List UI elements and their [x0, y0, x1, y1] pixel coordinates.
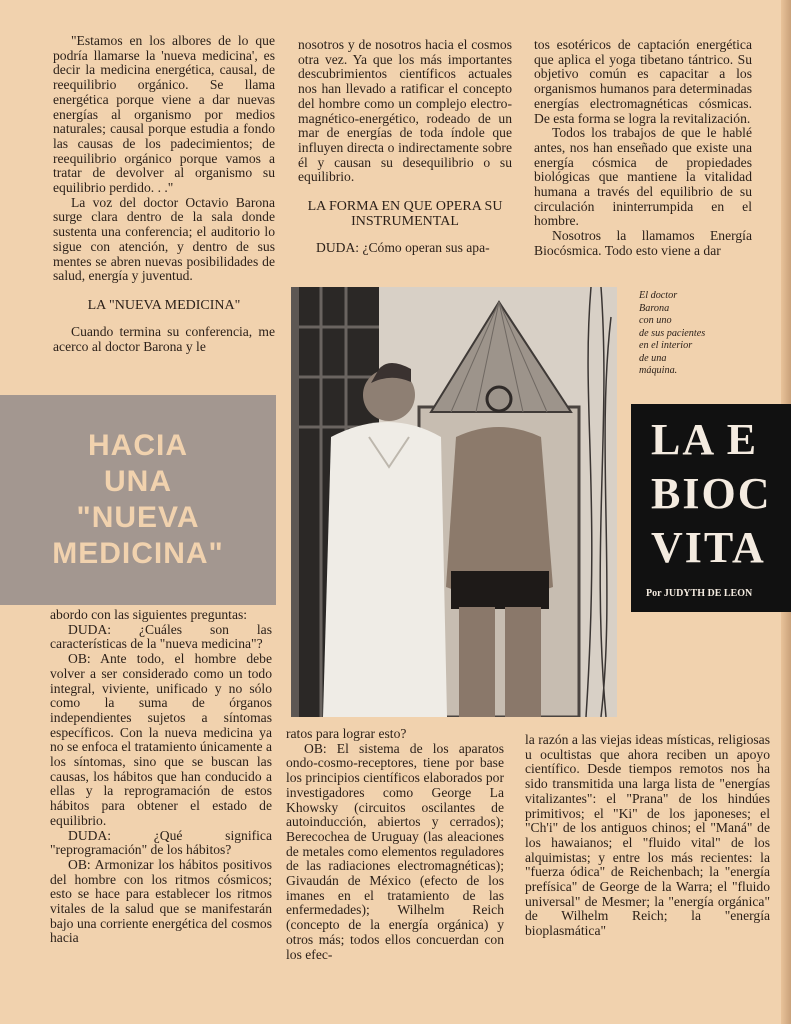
- paragraph: OB: Ante todo, el hombre debe volver a ser considerado como un todo integral, viviente, unificado y no sólo como la suma de órganos independientes sujetos a síntomas específicos. Con la nueva medicina ya no se enfoca el tratamiento únicamente a los síntomas, sino que se buscan las causas, los hábitos que han conducido a ellas y la reprogramación de estos hábitos para obtener el estado de equilibrio.: [50, 651, 272, 828]
- paragraph: nosotros y de nosotros hacia el cosmos otra vez. Ya que los más importantes descubrimientos científicos actuales nos han llevado a ratificar el concepto del hombre como un complejo electro-magnético-energético, rodeado de un mar de energías de toda índole que influyen directa o indirectamente sobre él y causan su desequilibrio o su equilibrio.: [298, 37, 512, 185]
- paragraph: Cuando termina su conferencia, me acerco al doctor Barona y le: [53, 323, 275, 354]
- article-column-3-top: [534, 38, 752, 259]
- paragraph: ratos para lograr esto?: [286, 726, 407, 741]
- paragraph: tos esotéricos de captación energética que aplica el yoga tibetano tántrico. Su objetivo común es capacitar a los organismos humanos para determinadas energías electromagnéticas cósmicas. De esta forma se logra la revitalización.: [534, 37, 752, 126]
- caption-line: El doctor: [639, 290, 678, 301]
- sidebar-headline-box: [0, 395, 276, 605]
- caption-line: en el interior: [639, 340, 693, 351]
- paragraph: DUDA: ¿Cómo operan sus apa-: [316, 240, 490, 256]
- photo-caption: [639, 290, 759, 378]
- section-heading: LA "NUEVA MEDICINA": [87, 297, 241, 313]
- caption-line: de una: [639, 352, 667, 364]
- byline: Por JUDYTH DE LEON: [646, 588, 753, 599]
- paragraph: la razón a las viejas ideas místicas, religiosas u ocultistas que ahora reciben un apoyo científico. Desde tiempos remotos nos ha sido transmitida una larga lista de "energías vitalizantes": el "Prana" de los hindúes primitivos; el "Ki" de los japoneses; el "Ch'i" de los antiguos chinos; el "Maná" de los hawaianos; el "fluido vital" de los alquimistas; y entre los más recientes: la "fuerza ódica" de Reichenbach; la "energía prefísica" de George de la Warra; el "fluido universal" de Mesmer; la "energía orgánica" de Wilhelm Reich; la "energía bioplasmática": [525, 732, 770, 939]
- paragraph: La voz del doctor Octavio Barona surge clara dentro de la sala donde sustenta una conferencia; el auditorio lo sigue con atención, y dentro de sus mentes se abren nuevas posibilidades de salud, energía y juventud.: [53, 194, 275, 284]
- title-line: VITA: [651, 523, 766, 572]
- caption-line: máquina.: [639, 365, 678, 376]
- article-column-1-top: [53, 34, 275, 354]
- article-column-2-bottom: [286, 727, 504, 962]
- paragraph: Todos los trabajos de que le hablé antes, nos han enseñado que existe una energía cósmica de propiedades biológicas que mantiene la vitalidad humana a través del equilibrio de su circulación ininterrumpida en el hombre.: [534, 125, 752, 229]
- caption-line: de sus pacientes: [639, 327, 706, 339]
- paragraph: OB: Armonizar los hábitos positivos del hombre con los ritmos cósmicos; esto se hace para establecer los ritmos vitales de la salud que se manifestarán bajo una corriente energética del cosmos hacia: [50, 856, 272, 946]
- sidebar-line: MEDICINA": [52, 537, 224, 570]
- title-line: LA E: [651, 415, 759, 464]
- paragraph: DUDA: ¿Cuáles son las características de la "nueva medicina"?: [50, 621, 272, 652]
- paragraph: abordo con las siguientes preguntas:: [50, 607, 248, 622]
- sidebar-line: UNA: [104, 465, 172, 498]
- article-photo: [291, 287, 617, 717]
- article-column-3-bottom: [525, 733, 770, 939]
- article-column-1-bottom: [50, 608, 272, 946]
- paragraph: Nosotros la llamamos Energía Biocósmica. Todo esto viene a dar: [534, 228, 752, 258]
- section-heading: LA FORMA EN QUE OPERA SU INSTRUMENTAL: [307, 199, 503, 230]
- article-title-box: [631, 404, 791, 612]
- sidebar-line: HACIA: [88, 429, 188, 462]
- caption-line: con uno: [639, 315, 672, 326]
- paragraph: DUDA: ¿Qué significa "reprogramación" de los hábitos?: [50, 827, 272, 858]
- article-column-2-top: [298, 38, 512, 256]
- title-line: BIOC: [651, 469, 772, 518]
- paragraph: OB: El sistema de los aparatos ondo-cosmo-receptores, tiene por base los principios científicos elaborados por investigadores como George La Khowsky (circuitos oscilantes de autoinducción, abiertos y cerrados); Berecochea de Uruguay (las aleaciones de metales como elementos reguladores de las radiaciones electromagnéticas); Givaudán de México (efecto de los imanes en el tratamiento de las enfermedades); Wilhelm Reich (concepto de la energía orgánica) y otros más; todos ellos concuerdan con los efec-: [286, 740, 504, 962]
- paragraph: "Estamos en los albores de lo que podría llamarse la 'nueva medicina', es decir la medicina energética, causal, de reequilibrio orgánico. Se llama energética porque viene a dar nuevas energías al organismo por medios naturales; causal porque estudia a fondo las causas de los padecimientos; de reequilibrio orgánico porque vamos a tratar de devolver al organismo su equilibrio perdido. . .": [53, 33, 275, 196]
- caption-line: Barona: [639, 302, 670, 314]
- sidebar-line: "NUEVA: [76, 501, 200, 534]
